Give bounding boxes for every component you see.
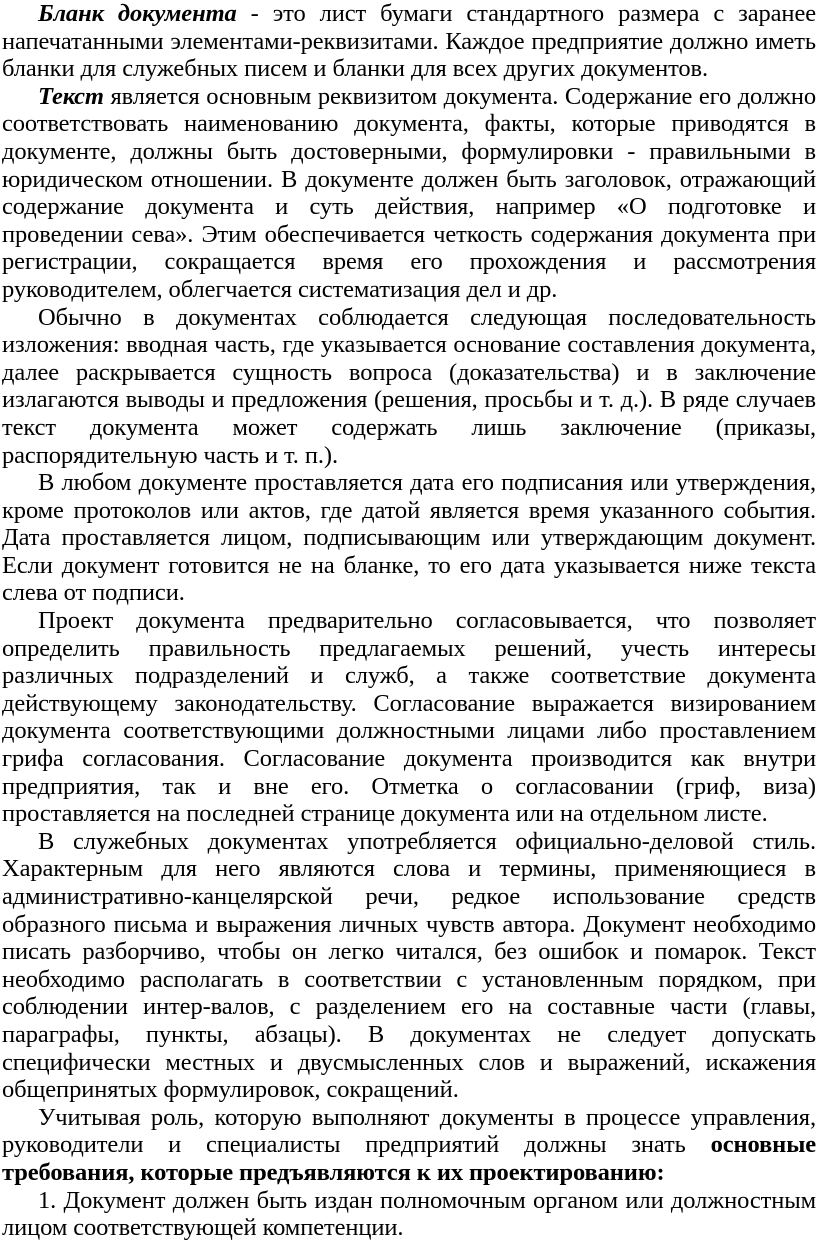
paragraph-approval: Проект документа предварительно согласовывается, что позволяет определить правильность предлагаемых решений, учесть интересы различных подразделений и служб, а также соответствие документа действующему законодательству. Согласование выражается визированием документа соответствующими должностными лицами либо проставлением грифа согласования. Согласование документа производится как внутри предприятия, так и вне его. Отметка о согласовании (гриф, виза) проставляется на последней странице документа или на отдельном листе. xyxy=(2,607,816,828)
paragraph-text: - это лист бумаги стандартного размера с заранее напечатанными элементами-реквизитами. Каждое предприятие должно иметь бланки для служебных писем и бланки для всех других документов. xyxy=(2,0,816,83)
paragraph-blank xyxy=(2,0,816,83)
paragraph-requirements-intro xyxy=(2,1104,816,1187)
term-blank: Бланк документа xyxy=(38,0,237,27)
requirement-item-1: 1. Документ должен быть издан полномочным органом или должностным лицом соответствующей компетенции. xyxy=(2,1186,816,1242)
paragraph-structure: Обычно в документах соблюдается следующая последовательность изложения: вводная часть, где указывается основание составления документа, далее раскрывается сущность вопроса (доказательства) и в заключение излагаются выводы и предложения (решения, просьбы и т. д.). В ряде случаев текст документа может содержать лишь заключение (приказы, распорядительную часть и т. п.). xyxy=(2,303,816,469)
paragraph-text: Учитывая роль, которую выполняют документы в процессе управления, руководители и специалисты предприятий должны знать xyxy=(2,1103,816,1159)
paragraph-style: В служебных документах употребляется официально-деловой стиль. Характерным для него являются слова и термины, применяющиеся в административно-канцелярской речи, редкое использование средств образного письма и выражения личных чувств автора. Документ необходимо писать разборчиво, чтобы он легко читался, без ошибок и помарок. Текст необходимо располагать в соответствии с установленным порядком, при соблюдении интер-валов, с разделением его на составные части (главы, параграфы, пункты, абзацы). В документах не следует допускать специфически местных и двусмысленных слов и выражений, искажения общепринятых формулировок, сокращений. xyxy=(2,827,816,1104)
paragraph-text-requisite xyxy=(2,83,816,304)
paragraph-text: является основным реквизитом документа. Содержание его должно соответствовать наименованию документа, факты, которые приводятся в документе, должны быть достоверными, формулировки - правильными в юридическом отношении. В документе должен быть заголовок, отражающий содержание документа и суть действия, например «О подготовке и проведении сева». Этим обеспечивается четкость содержания документа при регистрации, сокращается время его прохождения и рассмотрения руководителем, облегчается систематизация дел и др. xyxy=(2,82,816,303)
paragraph-date: В любом документе проставляется дата его подписания или утверждения, кроме протоколов или актов, где датой является время указанного события. Дата проставляется лицом, подписывающим или утверждающим документ. Если документ готовится не на бланке, то его дата указывается ниже текста слева от подписи. xyxy=(2,469,816,607)
requirements-heading: основные требования, которые предъявляются к их проектированию: xyxy=(2,1131,816,1186)
term-text: Текст xyxy=(38,82,104,110)
